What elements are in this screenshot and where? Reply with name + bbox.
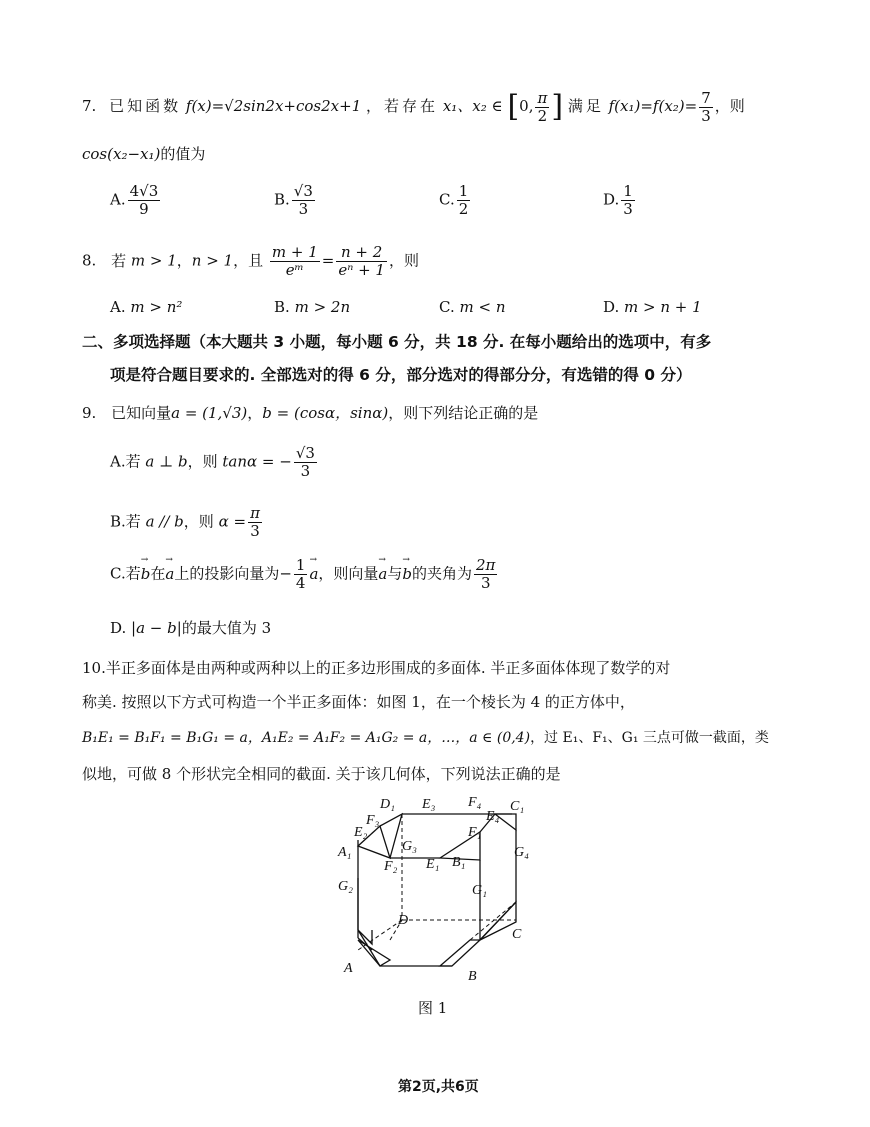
page-footer: 第2页,共6页 (398, 1079, 479, 1095)
q8-option-b[interactable]: B. m > 2n (274, 298, 351, 316)
q7-cos-expr: cos(x₂−x₁) (82, 145, 161, 163)
corner-a (358, 940, 390, 966)
q9-lead: 已知向量 (111, 404, 172, 422)
q8-rhs: $\frac{n + 2}{\text{eⁿ + 1}}$ (338, 243, 385, 279)
q10-line3: B₁E₁ = B₁F₁ = B₁G₁ = a，A₁E₂ = A₁F₂ = A₁G₂ = a，…，a ∈ (0,4)，过 E₁、F₁、G₁ 三点可做一截面，类 (82, 730, 769, 746)
q9-number: 9. (82, 404, 97, 422)
right-lower (480, 902, 516, 940)
label-A1: A₁ (338, 845, 352, 860)
q9-option-b[interactable]: B.若 a // b，则 α = $\frac{\pi}{3}$ (110, 504, 260, 540)
q8-lead: 若 (111, 251, 127, 270)
q7-vars: x₁、x₂ ∈ (442, 97, 503, 115)
q8-tail: ，则 (388, 251, 419, 270)
label-E4: E₄ (486, 809, 500, 824)
q9-vector-b: b = (cosα，sinα) (262, 404, 389, 422)
label-G4: G₄ (514, 845, 529, 860)
label-D1: D₁ (380, 797, 395, 812)
q7-condition: f(x₁)=f(x₂)= (608, 97, 698, 115)
q7-option-d[interactable]: D. $\frac{1}{3}$ (603, 182, 633, 218)
label-F4: F₄ (468, 795, 482, 810)
q10-line1: 半正多面体是由两种或两种以上的正多边形围成的多面体. 半正多面体体现了数学的对 (105, 659, 671, 677)
q7-mid: ，若存在 (366, 97, 439, 115)
label-E1: E₁ (426, 857, 440, 872)
q7-right-bracket: ] (551, 89, 564, 124)
q8-lhs: $\frac{m + 1}{\text{eᵐ}}$ (271, 243, 318, 279)
q7-option-c[interactable]: C. $\frac{1}{2}$ (439, 182, 469, 218)
q10-number: 10. (82, 659, 106, 677)
label-E2: E₂ (354, 825, 368, 840)
q7-line2-text: 的值为 (160, 145, 206, 163)
q9-tail: ，则下列结论正确的是 (388, 404, 539, 422)
q7-option-b[interactable]: B. $\frac{√3}{3}$ (274, 182, 313, 218)
q7-cond-fraction: $\frac{7}{3}$ (701, 88, 711, 125)
q8-option-a[interactable]: A. m > n² (110, 298, 183, 316)
q10-line2: 称美. 按照以下方式可构造一个半正多面体：如图 1，在一个棱长为 4 的正方体中， (82, 693, 635, 711)
q7-interval-lo: 0, (519, 97, 534, 115)
section-2-heading-line2: 项是符合题目要求的. 全部选对的得 6 分，部分选对的得部分分，有选错的得 0 分） (110, 366, 692, 384)
label-B: B (468, 969, 477, 984)
label-F1: F₁ (468, 825, 482, 840)
q8-option-c[interactable]: C. m < n (439, 298, 506, 316)
q10-line4: 似地，可做 8 个形状完全相同的截面. 关于该几何体，下列说法正确的是 (82, 765, 561, 783)
label-B1: B₁ (452, 855, 466, 870)
label-C: C (512, 927, 522, 942)
label-E3: E₃ (422, 797, 436, 812)
q8-cond-m: m > 1 (130, 251, 177, 270)
figure-1-polyhedron (330, 790, 540, 990)
q9-option-a[interactable]: A.若 a ⊥ b，则 tanα = − $\frac{√3}{3}$ (110, 444, 315, 480)
label-F2: F₂ (384, 859, 398, 874)
q8-number: 8. (82, 251, 97, 270)
q7-function: f(x)=√2sin2x+cos2x+1 (185, 97, 362, 115)
question-8: 8. 若 m > 1，n > 1，且 $\frac{m + 1}{\text{eᵐ}}$ = $\frac{n + 2}{\text{eⁿ + 1}}$ ，则 (82, 243, 419, 279)
q7-cond-pre: 满足 (567, 97, 604, 115)
q7-left-bracket: [ (507, 89, 520, 124)
question-7 (82, 86, 745, 127)
label-D: D (398, 913, 409, 928)
q7-number: 7. (82, 97, 97, 115)
label-G1: G₁ (472, 883, 487, 898)
label-G2: G₂ (338, 879, 353, 894)
hidden-edge-6 (470, 902, 516, 940)
label-A: A (344, 961, 353, 976)
label-G3: G₃ (402, 839, 417, 854)
label-F3: F₃ (366, 813, 380, 828)
q7-option-a[interactable]: A. $\frac{4√3}{9}$ (110, 182, 159, 218)
corner-b (440, 940, 480, 966)
hidden-edge-3 (358, 920, 402, 950)
q7-lead: 已知函数 (109, 97, 182, 115)
q8-option-d[interactable]: D. m > n + 1 (603, 298, 702, 316)
q8-cond-n: n > 1 (191, 251, 234, 270)
question-10 (82, 657, 670, 678)
q9-option-c[interactable]: C.若→ b在→ a上的投影向量为− $\frac{1}{4}$ → a，则向量→ a与→ b的夹角为 $\frac{2\pi}{3}$ (110, 557, 499, 592)
q7-interval-hi: $\frac{\pi}{2}$ (537, 88, 548, 125)
q7-line2 (82, 143, 205, 164)
q9-option-d[interactable]: D. |a − b|的最大值为 3 (110, 619, 272, 637)
figure-caption: 图 1 (418, 999, 448, 1017)
section-2-heading: 二、多项选择题（本大题共 3 小题，每小题 6 分，共 18 分. 在每小题给出的选项中，有多 (82, 333, 712, 351)
q9-vector-a: a = (1,√3) (171, 404, 248, 422)
q7-tail: ，则 (714, 97, 745, 115)
question-9: 9. 已知向量a = (1,√3)，b = (cosα，sinα)，则下列结论正确的是 (82, 404, 539, 422)
label-C1: C₁ (510, 799, 525, 814)
q8-and: ，且 (233, 251, 264, 270)
